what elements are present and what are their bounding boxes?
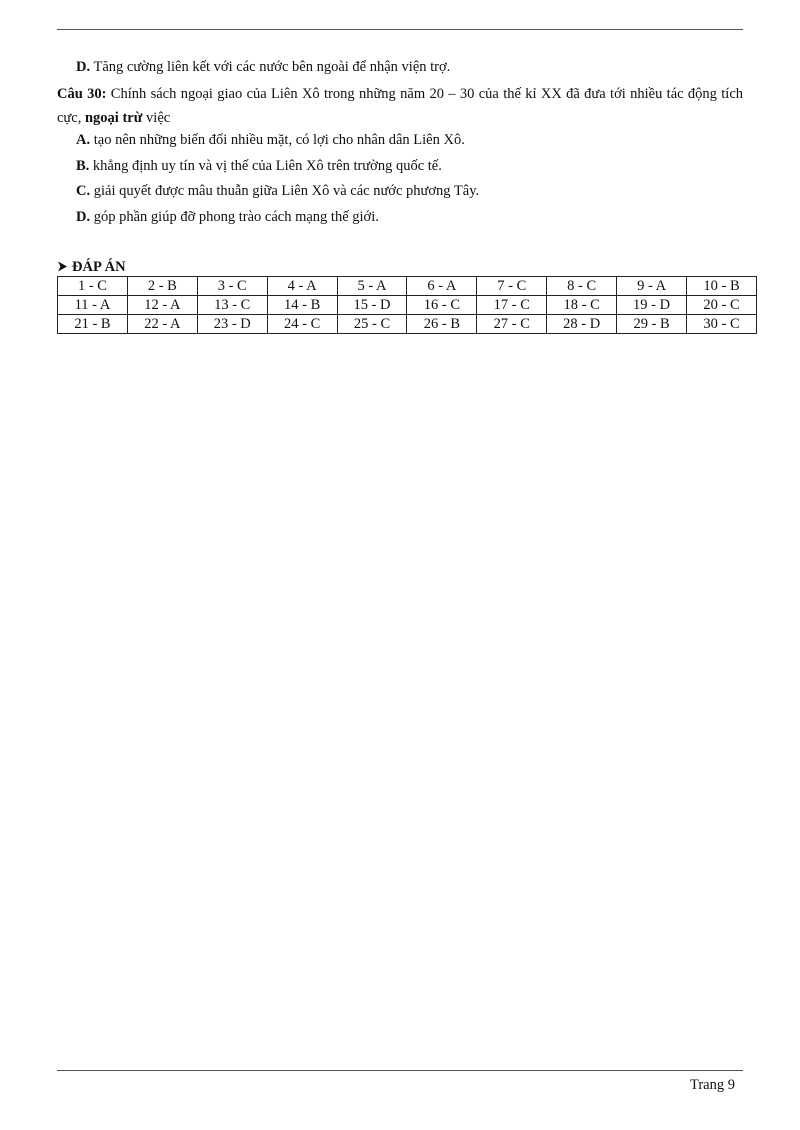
option-b	[76, 156, 442, 176]
answer-cell: 13 - C	[197, 296, 267, 315]
answer-cell: 19 - D	[617, 296, 687, 315]
option-letter: B.	[76, 158, 90, 174]
option-a	[76, 130, 465, 150]
answer-cell: 5 - A	[337, 277, 407, 296]
option-d	[76, 207, 379, 227]
option-text: Tăng cường liên kết với các nước bên ngoài để nhận viện trợ.	[90, 59, 451, 75]
answer-cell: 16 - C	[407, 296, 477, 315]
question-30-stem	[57, 82, 743, 130]
answer-cell: 11 - A	[58, 296, 128, 315]
option-text: giải quyết được mâu thuẫn giữa Liên Xô và các nước phương Tây.	[90, 183, 480, 199]
answer-cell: 24 - C	[267, 315, 337, 334]
question-number: Câu 30:	[57, 86, 107, 102]
answer-cell: 26 - B	[407, 315, 477, 334]
option-letter: D.	[76, 209, 91, 225]
answer-cell: 18 - C	[547, 296, 617, 315]
option-text: góp phần giúp đỡ phong trào cách mạng thế giới.	[90, 209, 379, 225]
answer-cell: 20 - C	[687, 296, 757, 315]
answer-cell: 1 - C	[58, 277, 128, 296]
answer-key-table	[57, 276, 757, 334]
previous-option-d	[76, 57, 450, 77]
answer-cell: 4 - A	[267, 277, 337, 296]
question-text: Chính sách ngoại giao của Liên Xô trong những năm 20 – 30 của thế kỉ XX đã đưa tới nhiều tác động tích cực,	[57, 86, 744, 126]
table-row	[58, 315, 757, 334]
answer-cell: 3 - C	[197, 277, 267, 296]
option-c	[76, 181, 479, 201]
question-tail: việc	[142, 110, 171, 126]
answer-cell: 10 - B	[687, 277, 757, 296]
option-letter: D.	[76, 59, 91, 75]
answer-cell: 22 - A	[127, 315, 197, 334]
answer-cell: 2 - B	[127, 277, 197, 296]
footer-divider	[57, 1070, 743, 1071]
table-row	[58, 296, 757, 315]
option-text: tạo nên những biến đổi nhiều mặt, có lợi cho nhân dân Liên Xô.	[90, 132, 465, 148]
answer-key-title: ĐÁP ÁN	[72, 259, 126, 275]
answer-cell: 27 - C	[477, 315, 547, 334]
answer-cell: 21 - B	[58, 315, 128, 334]
table-row	[58, 277, 757, 296]
answer-cell: 15 - D	[337, 296, 407, 315]
answer-key-heading	[57, 257, 126, 277]
option-text: khẳng định uy tín và vị thế của Liên Xô trên trường quốc tế.	[89, 158, 442, 174]
header-divider	[57, 29, 743, 30]
answer-cell: 14 - B	[267, 296, 337, 315]
answer-cell: 17 - C	[477, 296, 547, 315]
page-number: Trang 9	[690, 1077, 735, 1093]
question-emphasis: ngoại trừ	[84, 110, 143, 126]
answer-cell: 30 - C	[687, 315, 757, 334]
answer-cell: 8 - C	[547, 277, 617, 296]
answer-cell: 12 - A	[127, 296, 197, 315]
answer-cell: 29 - B	[617, 315, 687, 334]
answer-cell: 23 - D	[197, 315, 267, 334]
answer-cell: 25 - C	[337, 315, 407, 334]
answer-cell: 6 - A	[407, 277, 477, 296]
option-letter: A.	[76, 132, 91, 148]
option-letter: C.	[76, 183, 91, 199]
answer-cell: 9 - A	[617, 277, 687, 296]
answer-cell: 7 - C	[477, 277, 547, 296]
answer-cell: 28 - D	[547, 315, 617, 334]
arrow-right-icon	[57, 257, 68, 277]
